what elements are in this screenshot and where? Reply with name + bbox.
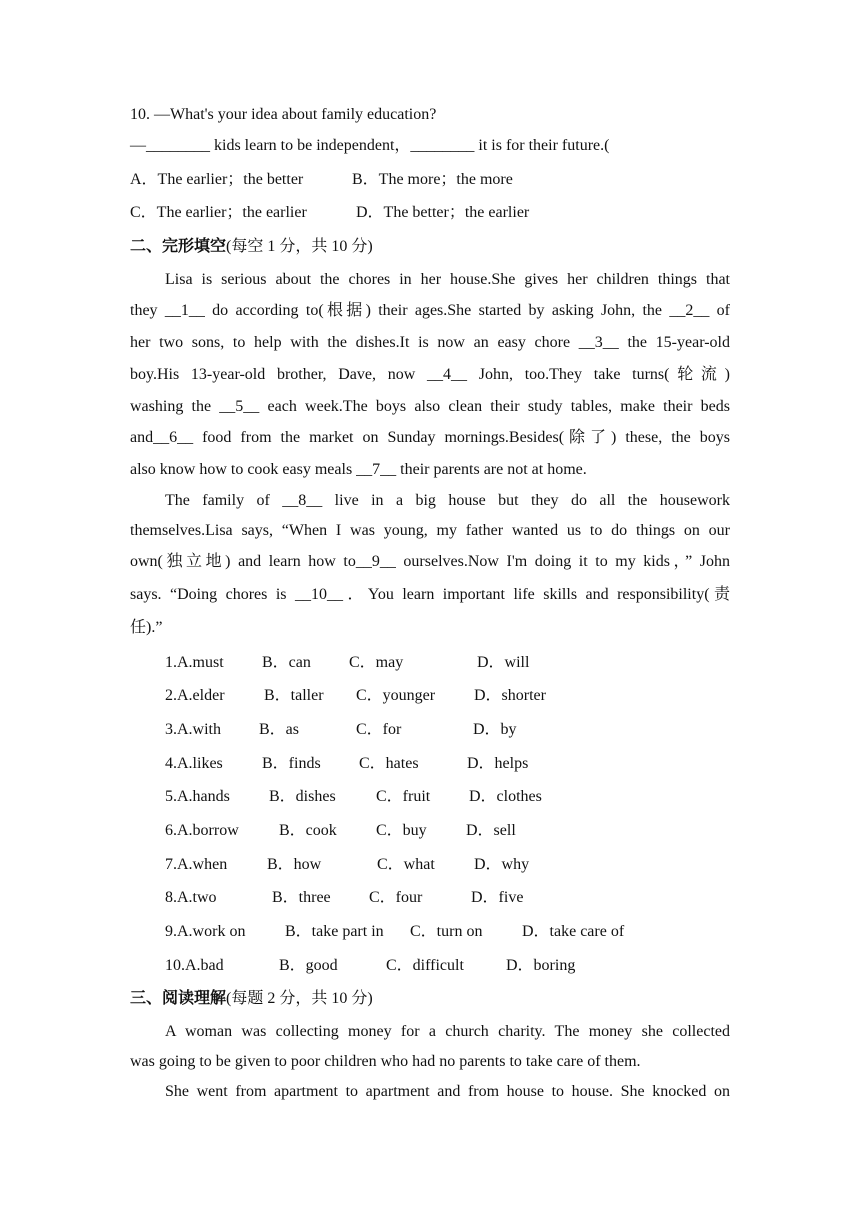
cloze-option: C．fruit: [376, 788, 431, 805]
cloze-option: 9.A.work on: [165, 923, 246, 940]
section-2-title: 二、完形填空: [130, 238, 227, 255]
question-10-option-a: A．The earlier；the better: [130, 171, 304, 188]
cloze-option: B．can: [262, 654, 311, 671]
cloze-option: D．will: [477, 654, 530, 671]
cloze-option: B．how: [267, 856, 322, 873]
cloze-option: B．finds: [262, 755, 321, 772]
cloze-option: 3.A.with: [165, 721, 221, 738]
passage-line: and__6__ food from the market on Sunday mornings.Besides(除了) these, the boys: [130, 429, 730, 446]
reading-line: She went from apartment to apartment and from house to house. She knocked on: [165, 1083, 730, 1100]
passage-line: own(独立地) and learn how to__9__ ourselves.Now I'm doing it to my kids，” John: [130, 553, 730, 570]
cloze-option: D．sell: [466, 822, 516, 839]
question-10-option-b: B．The more；the more: [352, 171, 513, 188]
question-10-stem: 10. —What's your idea about family education?: [130, 106, 437, 123]
passage-line: washing the __5__ each week.The boys also clean their study tables, make their beds: [130, 398, 730, 415]
passage-line: themselves.Lisa says, “When I was young, my father wanted us to do things on our: [130, 522, 730, 539]
cloze-option: B．good: [279, 957, 338, 974]
cloze-option: C．four: [369, 889, 423, 906]
cloze-option: 2.A.elder: [165, 687, 225, 704]
cloze-option: C．buy: [376, 822, 427, 839]
cloze-option: C．what: [377, 856, 435, 873]
cloze-option: C．hates: [359, 755, 419, 772]
cloze-option: B．cook: [279, 822, 337, 839]
cloze-option: 8.A.two: [165, 889, 217, 906]
cloze-option: B．as: [259, 721, 300, 738]
section-3-note: (每题 2 分，共 10 分): [226, 990, 373, 1007]
section-3-title: 三、阅读理解: [130, 990, 227, 1007]
cloze-option: D．five: [471, 889, 524, 906]
cloze-option: C．may: [349, 654, 404, 671]
cloze-option: B．dishes: [269, 788, 336, 805]
question-10-option-d: D．The better；the earlier: [356, 204, 530, 221]
cloze-option: 7.A.when: [165, 856, 228, 873]
cloze-option: 5.A.hands: [165, 788, 230, 805]
cloze-option: C．younger: [356, 687, 436, 704]
section-2-note: (每空 1 分，共 10 分): [226, 238, 373, 255]
cloze-option: C．difficult: [386, 957, 464, 974]
cloze-option: 10.A.bad: [165, 957, 224, 974]
passage-line: they __1__ do according to(根据) their ages.She started by asking John, the __2__ of: [130, 302, 730, 319]
passage-line: Lisa is serious about the chores in her house.She gives her children things that: [165, 271, 730, 288]
reading-line: was going to be given to poor children who had no parents to take care of them.: [130, 1053, 641, 1070]
cloze-option: 4.A.likes: [165, 755, 223, 772]
question-10-answer-line: —________ kids learn to be independent，________ it is for their future.(: [130, 137, 610, 154]
section-2-heading: [130, 237, 730, 257]
reading-line: A woman was collecting money for a church charity. The money she collected: [165, 1023, 730, 1040]
passage-line: 任).”: [130, 619, 163, 636]
passage-line: also know how to cook easy meals __7__ their parents are not at home.: [130, 461, 587, 478]
passage-line: says. “Doing chores is __10__．You learn important life skills and responsibility(责: [130, 586, 731, 603]
cloze-option: B．taller: [264, 687, 324, 704]
cloze-option: D．by: [473, 721, 517, 738]
cloze-option: D．take care of: [522, 923, 625, 940]
cloze-option: B．take part in: [285, 923, 384, 940]
cloze-option: C．for: [356, 721, 402, 738]
cloze-option: 1.A.must: [165, 654, 224, 671]
question-10-option-c: C．The earlier；the earlier: [130, 204, 307, 221]
cloze-option: B．three: [272, 889, 331, 906]
cloze-option: D．clothes: [469, 788, 542, 805]
passage-line: her two sons, to help with the dishes.It is now an easy chore __3__ the 15-year-old: [130, 334, 730, 351]
cloze-option: D．shorter: [474, 687, 546, 704]
cloze-option: D．why: [474, 856, 530, 873]
cloze-option: D．boring: [506, 957, 576, 974]
cloze-option: C．turn on: [410, 923, 483, 940]
section-3-heading: [130, 989, 730, 1009]
passage-line: The family of __8__ live in a big house but they do all the housework: [165, 492, 730, 509]
cloze-option: 6.A.borrow: [165, 822, 239, 839]
cloze-option: D．helps: [467, 755, 529, 772]
passage-line: boy.His 13-year-old brother, Dave, now __4__ John, too.They take turns(轮流): [130, 366, 730, 383]
